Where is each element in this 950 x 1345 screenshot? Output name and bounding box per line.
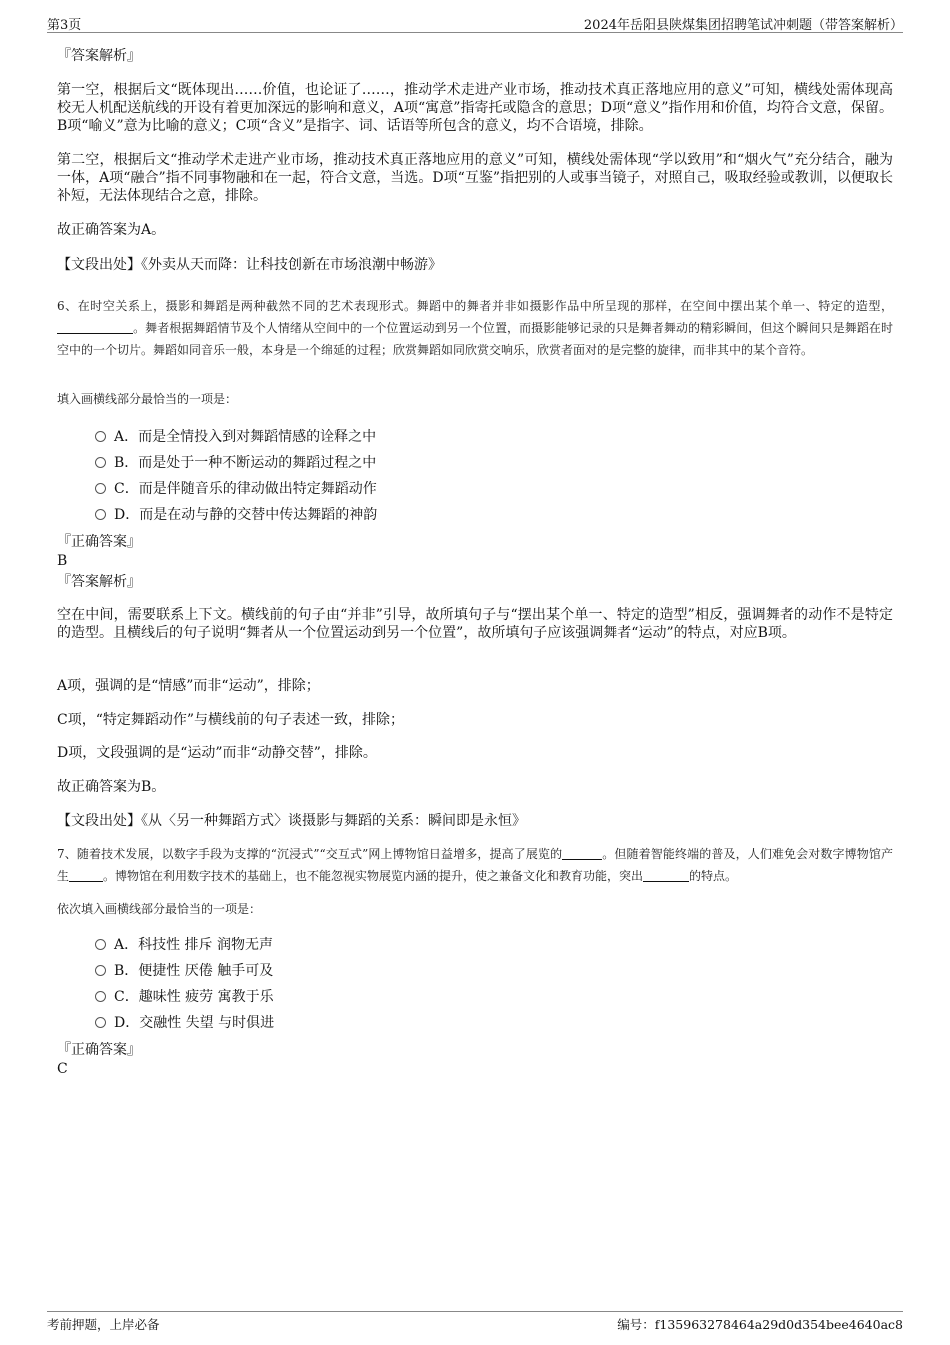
q5-source: 【文段出处】《外卖从天而降：让科技创新在市场浪潮中畅游》 [57,257,442,273]
q5-analysis-para1: 第一空，根据后文“既体现出……价值，也论证了……，推动学术走进产业市场，推动技术真正落地应用的意义”可知，横线处需体现高校无人机配送航线的开设有着更加深远的影响和意义，A项“寓意”指寄托或隐含的意思；D项“意义”指作用和价值，均符合文意，保留。B项“喻义”意为比喻的意义；C项“含义”是指字、词、话语等所包含的意义，均不合语境，排除。 [57,82,893,134]
q6-option-b[interactable]: B．而是处于一种不断运动的舞蹈过程之中 [95,454,376,472]
page-header [47,12,903,33]
q6-analysis: 空在中间，需要联系上下文。横线前的句子由“并非”引导，故所填句子与“摆出某个单一、特定的造型”相反，强调舞者的动作不是特定的造型。且横线后的句子说明“舞者从一个位置运动到另一个位置”，故所填句子应该强调舞者“运动”的特点，对应B项。 [57,607,893,641]
q7-option-d[interactable]: D．交融性 失望 与时俱进 [95,1014,274,1032]
q6-analysis-label: 『答案解析』 [57,574,141,590]
q6-source: 【文段出处】《从〈另一种舞蹈方式〉谈摄影与舞蹈的关系：瞬间即是永恒》 [57,813,526,829]
radio-icon[interactable] [95,431,106,442]
page-footer [47,1311,903,1332]
q5-analysis-label: 『答案解析』 [57,48,141,64]
q6-analysis-c: C项，“特定舞蹈动作”与横线前的句子表述一致，排除； [57,712,405,728]
q7-blank-1 [562,847,602,860]
q7-blank-3 [643,869,689,882]
radio-icon[interactable] [95,483,106,494]
q7-option-a[interactable]: A．科技性 排斥 润物无声 [95,936,273,954]
q6-option-c[interactable]: C．而是伴随音乐的律动做出特定舞蹈动作 [95,480,377,498]
q5-conclusion: 故正确答案为A。 [57,222,166,238]
q6-stem: 6、在时空关系上，摄影和舞蹈是两种截然不同的艺术表现形式。舞蹈中的舞者并非如摄影作品中所呈现的那样，在空间中摆出某个单一、特定的造型，。舞者根据舞蹈情节及个人情绪从空间中的一个位置运动到另一个位置，而摄影能够记录的只是舞者舞动的精彩瞬间，但这个瞬间只是舞蹈在时空中的一个切片。舞蹈如同音乐一般，本身是一个绵延的过程；欣赏舞蹈如同欣赏交响乐，欣赏者面对的是完整的旋律，而非其中的某个音符。 [57,299,893,357]
radio-icon[interactable] [95,965,106,976]
q6-analysis-a: A项，强调的是“情感”而非“运动”，排除； [57,678,320,694]
q6-blank [57,321,133,334]
radio-icon[interactable] [95,1017,106,1028]
q7-blank-2 [69,869,103,882]
radio-icon[interactable] [95,509,106,520]
q7-option-c[interactable]: C．趣味性 疲劳 寓教于乐 [95,988,274,1006]
q7-option-b[interactable]: B．便捷性 厌倦 触手可及 [95,962,273,980]
q6-option-d[interactable]: D．而是在动与静的交替中传达舞蹈的神韵 [95,506,377,524]
document-title: 2024年岳阳县陕煤集团招聘笔试冲刺题（带答案解析） [583,18,903,33]
radio-icon[interactable] [95,939,106,950]
q6-option-a[interactable]: A．而是全情投入到对舞蹈情感的诠释之中 [95,428,376,446]
footer-slogan: 考前押题，上岸必备 [47,1317,160,1332]
q7-prompt: 依次填入画横线部分最恰当的一项是： [57,902,262,916]
radio-icon[interactable] [95,991,106,1002]
q7-answer: C [57,1061,68,1077]
radio-icon[interactable] [95,457,106,468]
q6-prompt: 填入画横线部分最恰当的一项是： [57,392,238,406]
q7-answer-label: 『正确答案』 [57,1042,141,1058]
q6-answer: B [57,553,68,569]
q6-analysis-d: D项，文段强调的是“运动”而非“动静交替”，排除。 [57,745,377,761]
q6-answer-label: 『正确答案』 [57,534,141,550]
q7-stem: 7、随着技术发展，以数字手段为支撑的“沉浸式”“交互式”网上博物馆日益增多，提高了展览的 。但随着智能终端的普及，人们难免会对数字博物馆产生 。博物馆在利用数字技术的基础上，也不能忽视实物展览内涵的提升，使之兼备文化和教育功能，突出 的特点。 [57,847,893,883]
q5-analysis-para2: 第二空，根据后文“推动学术走进产业市场，推动技术真正落地应用的意义”可知，横线处需体现“学以致用”和“烟火气”充分结合，融为一体，A项“融合”指不同事物融和在一起，符合文意，当选。D项“互鉴”指把别的人或事当镜子，对照自己，吸取经验或教训，以便取长补短，无法体现结合之意，排除。 [57,152,893,204]
footer-doc-id: 编号：f135963278464a29d0d354bee4640ac8 [617,1317,903,1332]
page-number: 第3页 [47,18,82,33]
q6-conclusion: 故正确答案为B。 [57,779,166,795]
